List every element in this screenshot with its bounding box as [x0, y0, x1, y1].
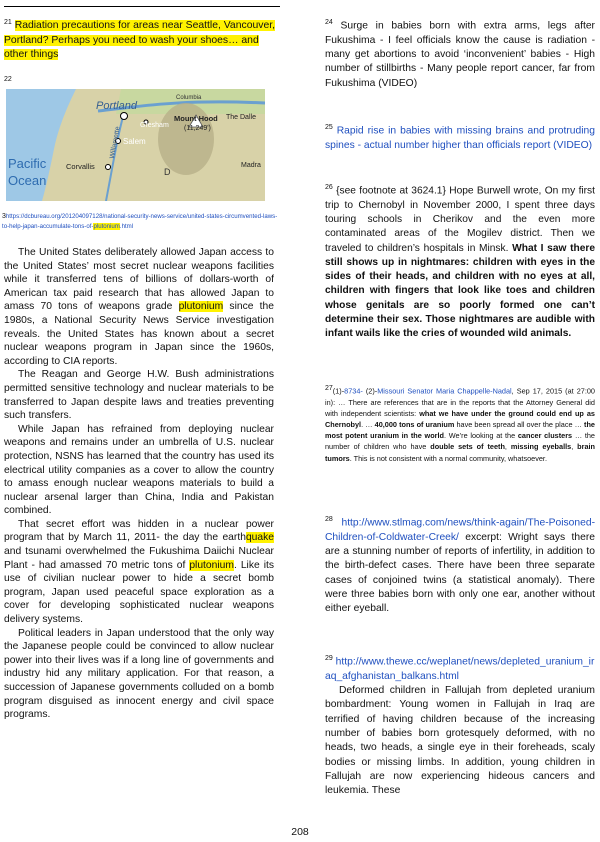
- footnote-number: 24: [325, 19, 333, 26]
- footnote-29-link[interactable]: http://www.thewe.cc/weplanet/news/depleted_uranium_iraq_afghanistan_balkans.html: [325, 656, 595, 682]
- text: . This is not consistent with a normal community, whatsoever.: [349, 453, 547, 463]
- link-text: https://dcbureau.org/201204097128/national-security-news-service/united-states-circumvented-laws-to-help-japan-accumulate-tons-of-: [2, 213, 278, 230]
- text: The United States deliberately allowed Japan access to the United States’ most secret nuclear weapons facilities while it transferred tens of billions of dollars-worth of American tax paid research that has allowed Japan to amass 70 tons of weapons grade: [4, 247, 274, 313]
- bold-text: double sets of teeth: [430, 442, 505, 452]
- paragraph-4: [4, 518, 274, 627]
- highlight-quake: quake: [245, 532, 274, 544]
- highlight-plutonium: plutonium: [178, 301, 224, 313]
- footnote-21-text: Radiation precautions for areas near Seattle, Vancouver, Portland? Perhaps you need to wash your shoes… and other things: [4, 20, 275, 61]
- page-number: 208: [291, 826, 309, 838]
- text: (1)-: [332, 386, 345, 396]
- footnote-separator: [4, 6, 280, 7]
- footnote-21: [4, 16, 284, 63]
- footnote-24: [325, 16, 595, 91]
- map-label-mount-hood: Mount Hood: [174, 114, 218, 123]
- footnote-number: 21: [4, 19, 12, 26]
- left-body-text: [4, 246, 274, 722]
- paragraph-5: Political leaders in Japan understood that the only way the Japanese people could be convinced to allow nuclear power into their lives was if a long line of governments and industry hid any military application. For that reason, a succession of Japanese governments colluded on a bomb program disguised as innocent energy and civil space programs.: [4, 627, 274, 721]
- map-label-gresham: Gresham: [140, 122, 169, 129]
- paragraph-1: [4, 246, 274, 368]
- map-label-columbia: Columbia: [176, 95, 202, 101]
- text: . Like its use of civilian nuclear power to hide a secret bomb program, Japan used peaceful space exploration as a cover for developing sophisticated nuclear weapons delivery systems.: [4, 559, 274, 626]
- bold-text: the most potent uranium in the world: [325, 420, 595, 441]
- bold-text: 40,000 tons of uranium: [374, 420, 455, 430]
- text: (2)-: [362, 386, 378, 396]
- text: ,: [571, 442, 578, 452]
- map-label-salem: Salem: [123, 137, 146, 146]
- text: That secret effort was hidden in a nuclear power program that by March 11, 2011- the day the earth: [4, 518, 274, 544]
- link-text-end: .html: [119, 223, 134, 230]
- highlight-plutonium: plutonium: [189, 559, 234, 571]
- link-highlight: plutonium: [93, 223, 120, 230]
- footnote-number: 28: [325, 516, 333, 523]
- paragraph-2: The Reagan and George H.W. Bush administrations permitted sensitive technology and nuclear materials to be transferred to Japan despite laws and treaties preventing such transfers.: [4, 369, 274, 422]
- footnote-23: [2, 212, 284, 232]
- bold-text: brain tumors: [325, 442, 595, 463]
- text: , Sep 17, 2015 (at 27:00 in): … There are references that are in the reports that the Attorney General did with independent scientists:: [325, 386, 595, 418]
- footnote-26-text: {see footnote at 3624.1} Hope Burwell wrote, On my first trip to Chernobyl in November 2000, I spent three days touring schools in Cherikov and the even more contaminated areas of the Mogilev district. Then we traveled to children’s hospitals in Minsk.: [325, 185, 595, 254]
- text: and tsunami overwhelmed the Fukushima Daiichi Nuclear Plant - had amassed 70 metric tons of: [4, 546, 274, 571]
- text: have been spread all over the place …: [454, 420, 585, 430]
- footnote-28: [325, 513, 595, 617]
- footnote-29-text: Deformed children in Fallujah from depleted uranium bombardment: Young women in Fallujah in Iraq are terrified of having children because of the increasing number of babies born grotesquely deformed, with no heads, two heads, a single eye in their foreheads, scaly bodies or missing limbs. In addition, young children in Fallujah are now experiencing hideous cancers and leukemia. These: [325, 685, 595, 797]
- footnote-28-text: excerpt: Wright says there are a stunning number of reports of infertility, in addition to the birth-defect cases. There have been three separate cases of conjoined twins (a statistical anomaly). There were three babies born with only one ear, another without either eyeball.: [325, 531, 595, 615]
- footnote-25-link[interactable]: Rapid rise in babies with missing brains and protruding spines - actual number higher than officials report (VIDEO): [325, 125, 595, 151]
- text: ,: [504, 442, 511, 452]
- map-label-willamette: Willamette: [109, 125, 122, 160]
- footnote-28-link[interactable]: http://www.stlmag.com/news/think-again/The-Poisoned-Children-of-Coldwater-Creek/: [325, 517, 595, 543]
- footnote-29: [325, 652, 595, 798]
- text: since the 1980s, a National Security News Service investigation reveals. the United States has known about a secret nuclear weapons program in Japan since the 1960s, according to CIA reports.: [4, 301, 274, 367]
- footnote-number: 25: [325, 124, 333, 131]
- footnote-27-link-2[interactable]: Missouri Senator Maria Chappelle-Nadal: [377, 386, 512, 396]
- footnote-26: [325, 181, 595, 342]
- map-label-madras: Madra: [241, 162, 261, 169]
- text: . We’re looking at the: [443, 431, 518, 441]
- map-label-pacific: Pacific: [8, 156, 47, 171]
- bold-text: missing eyeballs: [510, 442, 572, 452]
- map-label-portland: Portland: [96, 100, 137, 112]
- footnote-25: [325, 121, 595, 153]
- footnote-22-number: 22: [4, 76, 12, 83]
- footnote-number: 3: [2, 213, 6, 220]
- map-label-ocean: Ocean: [8, 173, 47, 188]
- paragraph-3: While Japan has refrained from deploying nuclear weapons and remains under an umbrella of U.S. nuclear protection, NSNS has learned that the country has used its electrical utility companies as a cover to allow the country to amass enough nuclear weapons materials to build a nuclear arsenal larger than China, India and Pakistan combined.: [4, 423, 274, 517]
- oregon-map-image: [6, 89, 265, 201]
- portland-marker: [121, 113, 128, 120]
- footnote-number: 27: [325, 385, 333, 392]
- map-label-the-dalles: The Dalle: [226, 114, 256, 121]
- footnote-27: [325, 383, 595, 464]
- footnote-26-bold-text: What I saw there still shows up in nightmares: children with eyes in the sides of their heads, and children with no eyes at all, children with fingers that look like toes and children whose genitals are so poorly formed one can’t determine their sex. Those nightmares are audible with infant wails like the cries of wounded wild animals.: [325, 242, 595, 340]
- map-label-letter: D: [164, 167, 171, 177]
- footnote-number: 29: [325, 655, 333, 662]
- corvallis-marker: [106, 165, 111, 170]
- footnote-23-link[interactable]: [2, 213, 277, 230]
- bold-text: cancer clusters: [517, 431, 573, 441]
- text: . …: [361, 420, 375, 430]
- map-label-corvallis: Corvallis: [66, 162, 95, 171]
- footnote-number: 26: [325, 184, 333, 191]
- footnote-27-link-1[interactable]: 8734-: [344, 386, 363, 396]
- map-label-elevation: (11,249'): [184, 125, 211, 132]
- text: … the number of children who have: [325, 431, 595, 452]
- bold-text: what we have under the ground could end up as Chernobyl: [325, 408, 595, 430]
- footnote-24-text: Surge in babies born with extra arms, legs after Fukushima - I feel officials know the cause is radiation - many get abortions to avoid ‘inconvenient’ babies - High number of stillbirths - Many people report cancer, far from Fukushima (VIDEO): [325, 20, 595, 89]
- map-graphic: [6, 89, 265, 201]
